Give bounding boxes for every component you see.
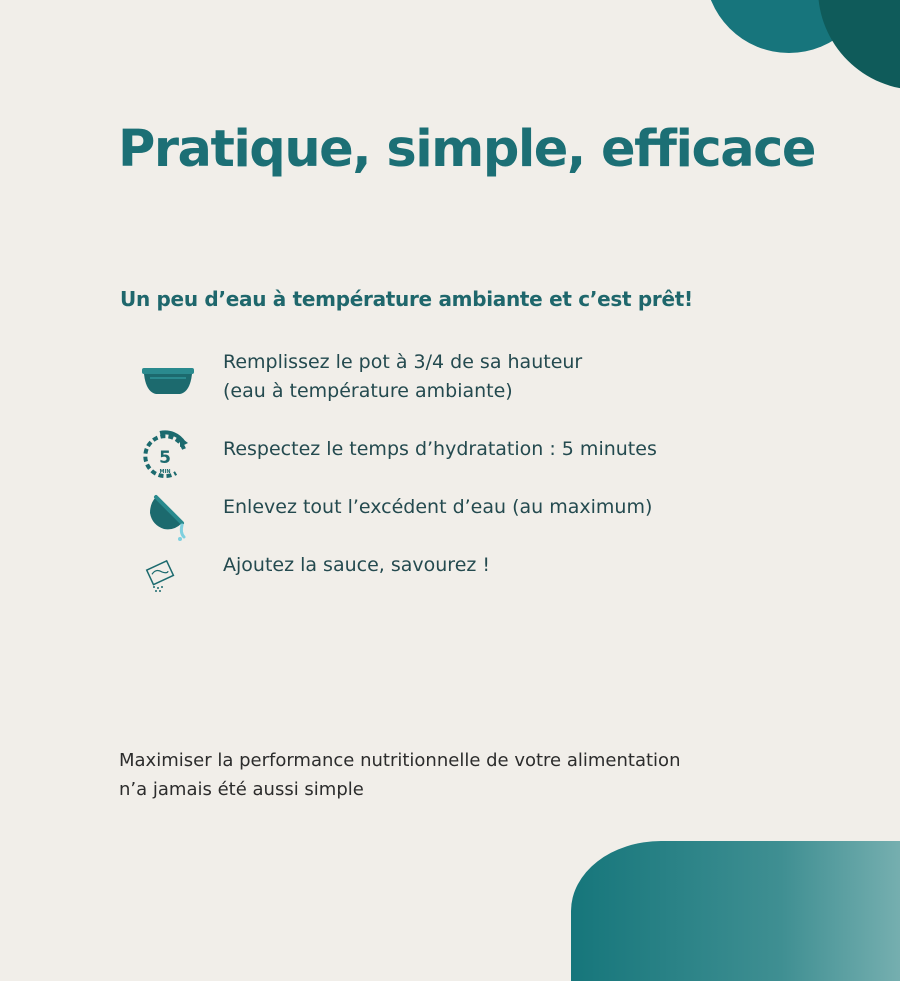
step-text [223,435,657,464]
step-line: Ajoutez la sauce, savourez ! [223,554,491,576]
sauce-sachet-icon [130,553,202,609]
bowl-icon [130,348,202,404]
corner-circle-dark [818,0,900,90]
drain-bowl-icon [130,489,202,545]
timer-icon [130,427,202,483]
step-text [223,551,490,580]
bottom-gradient-shape [571,841,900,981]
step-line: Enlevez tout l’excédent d’eau (au maximum) [223,496,653,518]
step-line: (eau à température ambiante) [223,380,513,402]
step-text [223,493,652,522]
step-text [223,348,582,406]
footer-line: Maximiser la performance nutritionnelle de votre alimentation [119,750,681,771]
footer-line: n’a jamais été aussi simple [119,779,364,800]
step-line: Remplissez le pot à 3/4 de sa hauteur [223,351,583,373]
subtitle: Un peu d’eau à température ambiante et c’est prêt! [120,287,693,311]
timer-number: 5 [159,448,171,468]
timer-unit: MIN [159,469,171,475]
page-title: Pratique, simple, efficace [118,120,815,179]
step-line: Respectez le temps d’hydratation : 5 minutes [223,438,657,460]
footer-text [119,746,680,804]
